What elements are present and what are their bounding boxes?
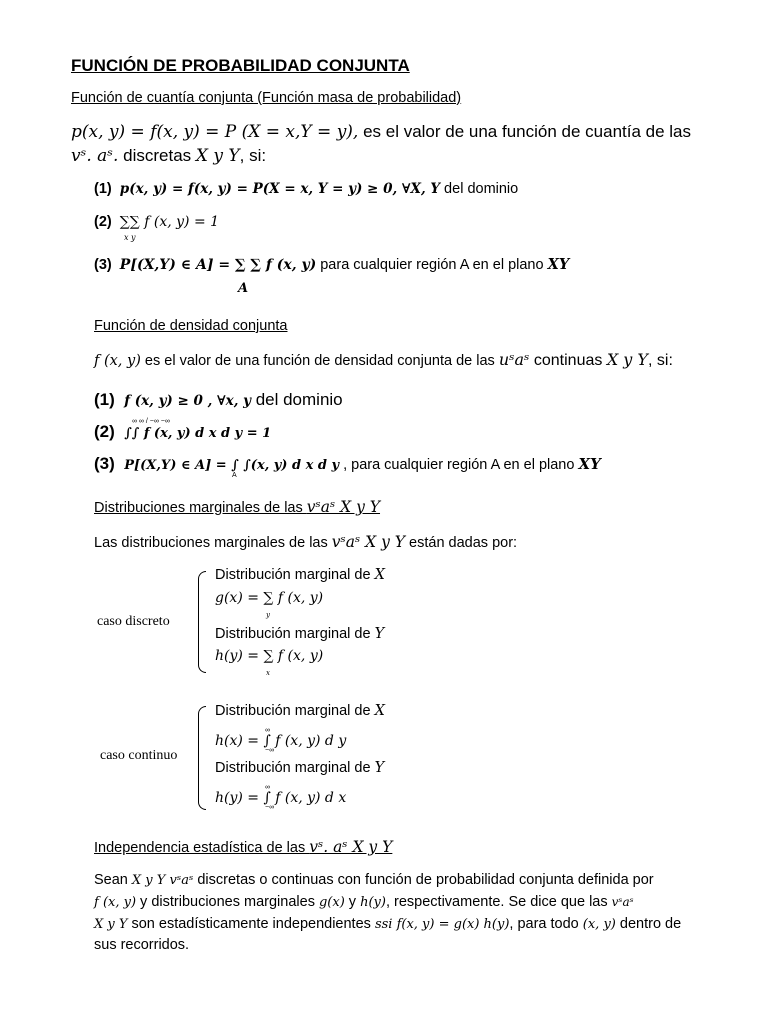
- densidad-def-text: es el valor de una función de densidad conjunta de las: [144, 353, 499, 369]
- g-formula-subscript: y: [266, 611, 270, 619]
- independencia-text: y: [344, 894, 361, 910]
- independencia-text: son estadísticamente independientes: [127, 916, 375, 932]
- continuo-marginal-y-label: [215, 760, 384, 776]
- independencia-heading-text: Independencia estadística de las: [94, 840, 310, 856]
- condition-formula: f (x, y) ≥ 0 , ∀x, y: [124, 393, 251, 409]
- condition-text: del dominio: [440, 181, 519, 197]
- g-formula: g(x) = ∑ f (x, y): [215, 590, 324, 606]
- hc-integral-top: ∞: [265, 727, 270, 734]
- densidad-def-text3: , si:: [648, 352, 673, 369]
- condition-formula: ∑∑ f (x, y) = 1: [119, 214, 220, 230]
- densidad-definition: [94, 350, 673, 370]
- dist-label: Distribución marginal de: [215, 567, 375, 583]
- hc2-integral-bottom: −∞: [265, 804, 275, 811]
- condition-formula: P[(X,Y) ∈ A] = ∫ ∫(x, y) d x d y: [124, 458, 340, 473]
- hc2-formula: h(y) = ∫ f (x, y) d x: [215, 790, 347, 806]
- condition-number: (2): [94, 214, 112, 230]
- independencia-heading-math: vˢ. aˢ X y Y: [309, 838, 393, 856]
- cuantia-definition-line2: [71, 146, 266, 166]
- dist-var-y: Y: [374, 760, 385, 776]
- independencia-math: (x, y): [582, 917, 616, 932]
- cuantia-def-text: es el valor de una función de cuantía de las: [358, 122, 692, 141]
- condition-text: para cualquier región A en el plano: [316, 257, 548, 273]
- section-heading-cuantia: Función de cuantía conjunta (Función masa de probabilidad): [71, 90, 462, 106]
- marginales-heading-text: Distribuciones marginales de las: [94, 500, 307, 516]
- hc2-integral-top: ∞: [265, 784, 270, 791]
- condition-formula: P[(X,Y) ∈ A] = ∑ ∑ f (x, y): [119, 257, 317, 273]
- densidad-condition-3: [94, 454, 601, 474]
- independencia-text: Sean: [94, 872, 132, 888]
- condition-number: (1): [94, 390, 115, 409]
- independencia-math: ssi f(x, y) = g(x) h(y): [374, 917, 510, 932]
- independencia-line-3: [94, 916, 681, 932]
- condition-plane: XY: [547, 256, 570, 273]
- independencia-line-2: [94, 894, 634, 910]
- condition-number: (3): [94, 257, 112, 273]
- densidad-def-text2: continuas: [529, 352, 607, 369]
- condition-number: (2): [94, 422, 115, 441]
- section-heading-densidad: Función de densidad conjunta: [94, 318, 288, 334]
- dist-var-x: X: [374, 703, 385, 719]
- independencia-line-4: sus recorridos.: [94, 937, 190, 953]
- independencia-line-1: [94, 872, 654, 888]
- independencia-text: , para todo: [509, 916, 583, 932]
- independencia-math: X y Y vˢaˢ: [131, 873, 194, 888]
- independencia-text: discretas o continuas con función de probabilidad conjunta definida por: [193, 872, 654, 888]
- condition-number: (1): [94, 181, 112, 197]
- condition-number: (3): [94, 454, 115, 473]
- densidad-condition-2-limits: ∞ ∞ / −∞ −∞: [132, 418, 170, 425]
- dist-label: Distribución marginal de: [215, 626, 375, 642]
- cuantia-def-formula: p(x, y) = f(x, y) = P (X = x,Y = y),: [71, 122, 359, 142]
- caso-discreto-label: caso discreto: [97, 614, 170, 629]
- independencia-math: h(y): [360, 895, 386, 910]
- densidad-condition-1: [94, 390, 343, 410]
- independencia-math: X y Y: [94, 917, 128, 932]
- hc-integral-bottom: −∞: [265, 747, 275, 754]
- hc-formula: h(x) = ∫ f (x, y) d y: [215, 733, 347, 749]
- independencia-math: vˢaˢ: [611, 895, 634, 909]
- independencia-text: , respectivamente. Se dice que las: [385, 894, 612, 910]
- dist-var-x: X: [374, 567, 385, 583]
- cuantia-def-vsas: vˢ. aˢ.: [71, 146, 119, 166]
- page-title: FUNCIÓN DE PROBABILIDAD CONJUNTA: [71, 56, 410, 75]
- continuo-marginal-x-label: [215, 703, 385, 719]
- cuantia-def-text2: discretas: [118, 146, 196, 165]
- condition-text: , para cualquier región A en el plano: [339, 457, 579, 473]
- marginales-intro-text2: están dadas por:: [405, 535, 518, 551]
- densidad-def-formula: f (x, y): [94, 353, 141, 369]
- independencia-math: g(x): [318, 895, 345, 910]
- dist-label: Distribución marginal de: [215, 703, 375, 719]
- section-heading-marginales: [94, 498, 380, 516]
- h-formula-subscript: x: [266, 669, 270, 677]
- continuo-brace: [198, 706, 206, 810]
- dist-var-y: Y: [374, 626, 385, 642]
- caso-continuo-label: caso continuo: [100, 748, 178, 763]
- cuantia-def-xyy: X y Y: [195, 146, 240, 166]
- independencia-math: f (x, y): [94, 895, 137, 910]
- cuantia-definition-line1: [71, 122, 691, 142]
- independencia-text: y distribuciones marginales: [136, 894, 319, 910]
- cuantia-condition-3-subscript: A: [238, 281, 249, 296]
- marginales-intro-text: Las distribuciones marginales de las: [94, 535, 332, 551]
- cuantia-def-text3: , si:: [239, 146, 267, 165]
- discreto-brace: [198, 571, 206, 673]
- condition-text: del dominio: [250, 390, 343, 409]
- section-heading-independencia: [94, 838, 392, 856]
- cuantia-condition-2: [94, 214, 219, 230]
- h-formula: h(y) = ∑ f (x, y): [215, 648, 324, 664]
- cuantia-condition-2-subscripts: x y: [124, 233, 136, 242]
- dist-label: Distribución marginal de: [215, 760, 375, 776]
- densidad-def-usas: uˢaˢ: [498, 350, 530, 369]
- condition-formula: ∫∫ f (x, y) d x d y = 1: [124, 426, 272, 441]
- marginales-heading-math: vˢaˢ X y Y: [306, 498, 381, 516]
- condition-plane: XY: [578, 455, 601, 473]
- marginales-intro-math: vˢaˢ X y Y: [331, 533, 406, 551]
- densidad-def-xyy: X y Y: [606, 350, 648, 369]
- densidad-condition-2: [94, 422, 271, 442]
- cuantia-condition-1: [94, 181, 518, 197]
- discreto-marginal-y-label: [215, 626, 384, 642]
- densidad-condition-3-subscript: A: [232, 472, 237, 479]
- cuantia-condition-3: [94, 256, 569, 273]
- independencia-text: dentro de: [615, 916, 682, 932]
- marginales-intro: [94, 533, 517, 551]
- discreto-marginal-x-label: [215, 567, 385, 583]
- condition-formula: p(x, y) = f(x, y) = P(X = x, Y = y) ≥ 0, ∀X, Y: [119, 181, 441, 197]
